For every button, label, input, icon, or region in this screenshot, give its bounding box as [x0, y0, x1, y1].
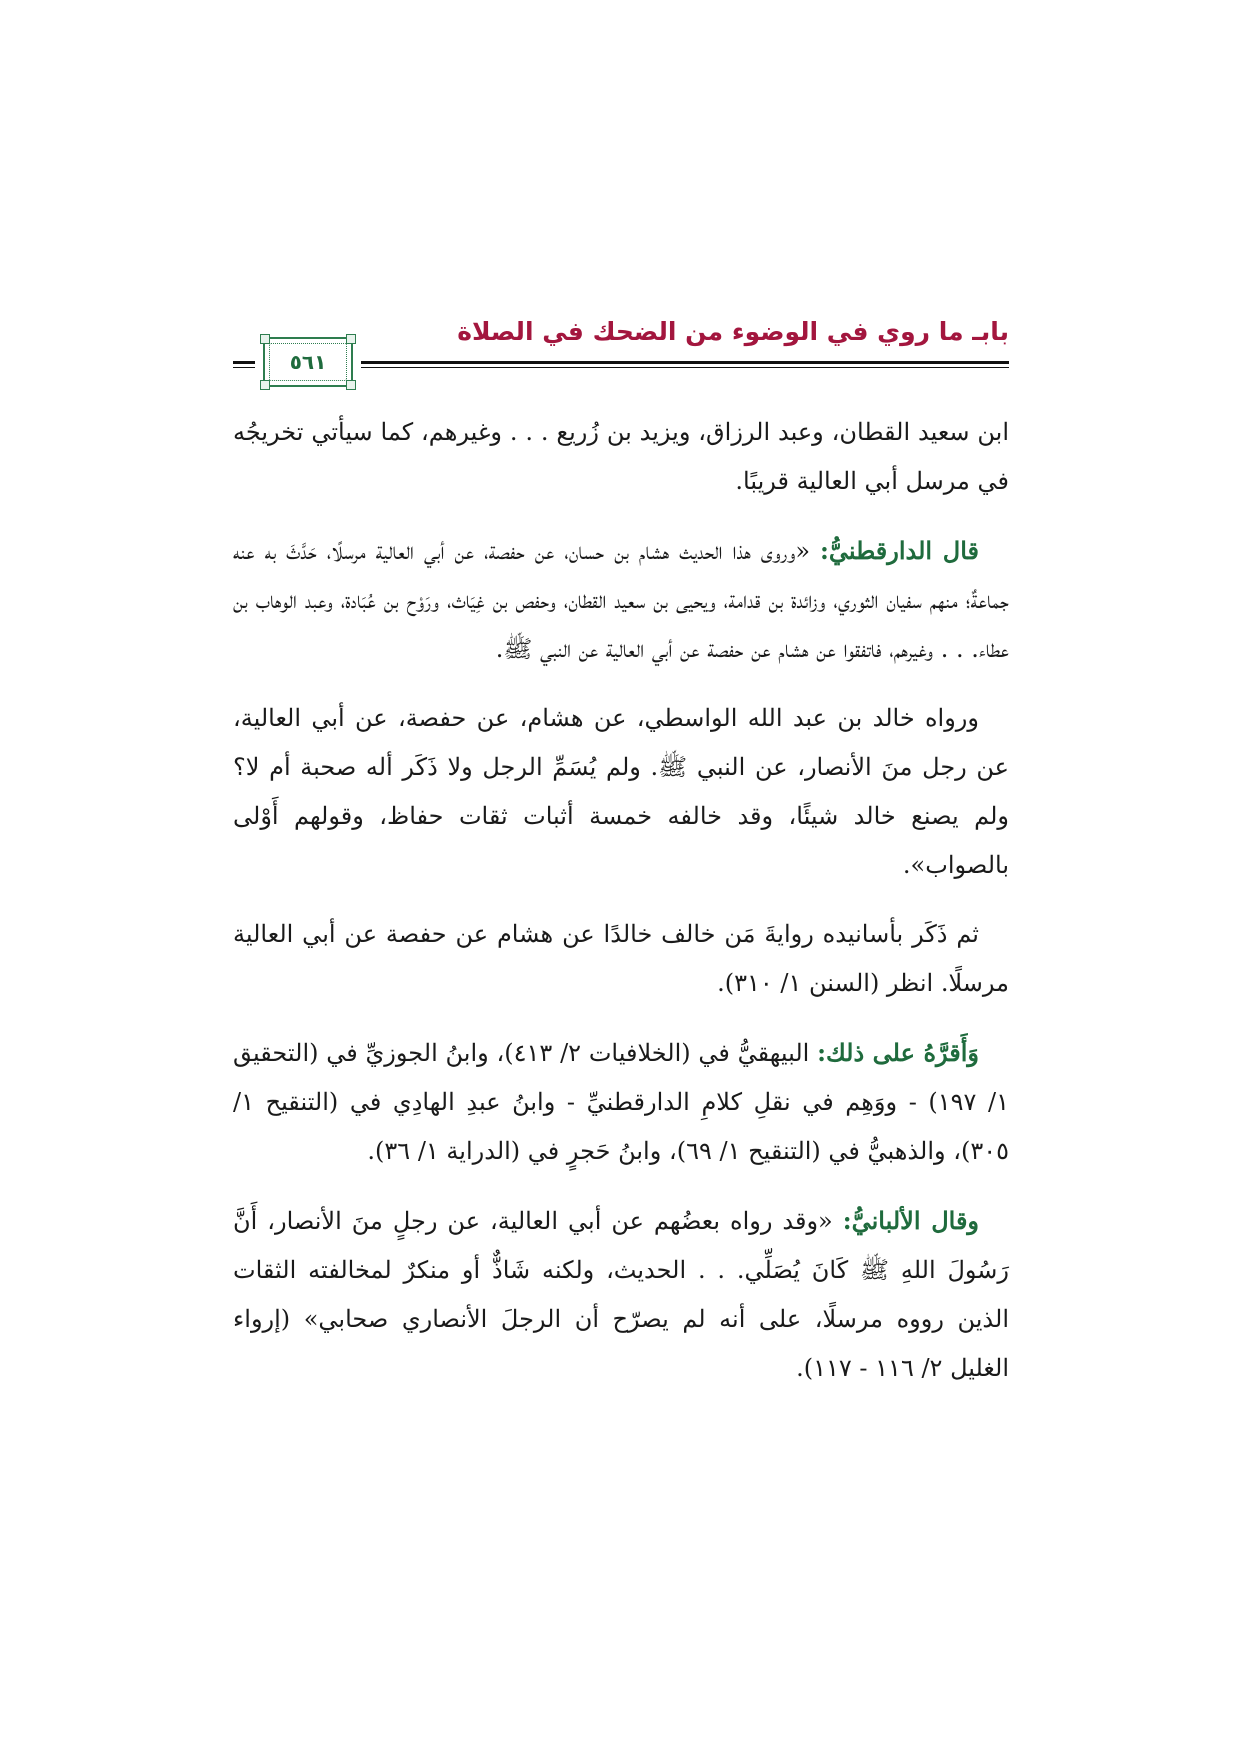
page-number: ٥٦١ — [289, 350, 327, 374]
paragraph — [233, 526, 1009, 674]
header-rule-left-thin — [233, 367, 255, 368]
header-rule-left — [233, 361, 255, 364]
body-text — [233, 408, 1009, 1413]
speaker-label: وَأَقرَّهُ على ذلك: — [817, 1038, 979, 1067]
paragraph — [233, 694, 1009, 890]
chapter-title: بابـ ما روي في الوضوء من الضحك في الصلاة — [457, 317, 1009, 346]
paragraph-text: ورواه خالد بن عبد الله الواسطي، عن هشام، عن حفصة، عن أبي العالية، عن رجل منَ الأنصار، عن النبي ﷺ. ولم يُسَمِّ الرجل ولا ذَكَر أله صحبة أم لا؟ ولم يصنع خالد شيئًا، وقد خالفه خمسة أثبات ثقات حفاظ، وقولهم أَوْلى بالصواب». — [233, 704, 1009, 879]
paragraph — [233, 408, 1009, 506]
paragraph — [233, 910, 1009, 1008]
header-rule-thin — [361, 367, 1009, 368]
speaker-label: قال الدارقطنيُّ: — [820, 536, 979, 565]
frame-ornament-icon — [260, 380, 270, 390]
paragraph-text: ثم ذَكَر بأسانيده روايةَ مَن خالف خالدًا عن هشام عن حفصة عن أبي العالية مرسلًا. انظر (السنن ١/ ٣١٠). — [233, 920, 1009, 997]
header-rule — [361, 361, 1009, 364]
paragraph-text: البيهقيُّ في (الخلافيات ٢/ ٤١٣)، وابنُ الجوزيِّ في (التحقيق ١/ ١٩٧) - ووَهِم في نقلِ كلامِ الدارقطنيِّ - وابنُ عبدِ الهادِي في (التنقيح ١/ ٣٠٥)، والذهبيُّ في (التنقيح ١/ ٦٩)، وابنُ حَجرٍ في (الدراية ١/ ٣٦). — [233, 1039, 1010, 1165]
frame-ornament-icon — [346, 334, 356, 344]
paragraph-text: «وروى هذا الحديث هشام بن حسان، عن حفصة، عن أبي العالية مرسلًا، حَدَّثَ به عنه جماعةٌ؛ منهم سفيان الثوري، وزائدة بن قدامة، ويحيى بن سعيد القطان، وحفص بن غِيَاث، ورَوْح بن عُبَادة، وعبد الوهاب بن عطاء. . . وغيرهم، فاتفقوا عن هشام عن حفصة عن أبي العالية عن النبي ﷺ. — [233, 537, 1009, 663]
paragraph-text: ابن سعيد القطان، وعبد الرزاق، ويزيد بن زُريع . . . وغيرهم، كما سيأتي تخريجُه في مرسل أبي العالية قريبًا. — [233, 418, 1009, 495]
frame-ornament-icon — [260, 334, 270, 344]
frame-ornament-icon — [346, 380, 356, 390]
paragraph — [233, 1196, 1009, 1393]
paragraph-text: «وقد رواه بعضُهم عن أبي العالية، عن رجلٍ منَ الأنصار، أَنَّ رَسُولَ اللهِ ﷺ كَانَ يُصَلِّي. . . الحديث، ولكنه شَاذٌّ أو منكرٌ لمخالفته الثقات الذين رووه مرسلًا، على أنه لم يصرّح أن الرجلَ الأنصاري صحابي» (إرواء الغليل ٢/ ١١٦ - ١١٧). — [233, 1207, 1009, 1382]
paragraph — [233, 1028, 1009, 1176]
page-number-frame — [263, 337, 353, 387]
running-header — [233, 303, 1009, 383]
speaker-label: وقال الألبانيُّ: — [842, 1206, 980, 1235]
